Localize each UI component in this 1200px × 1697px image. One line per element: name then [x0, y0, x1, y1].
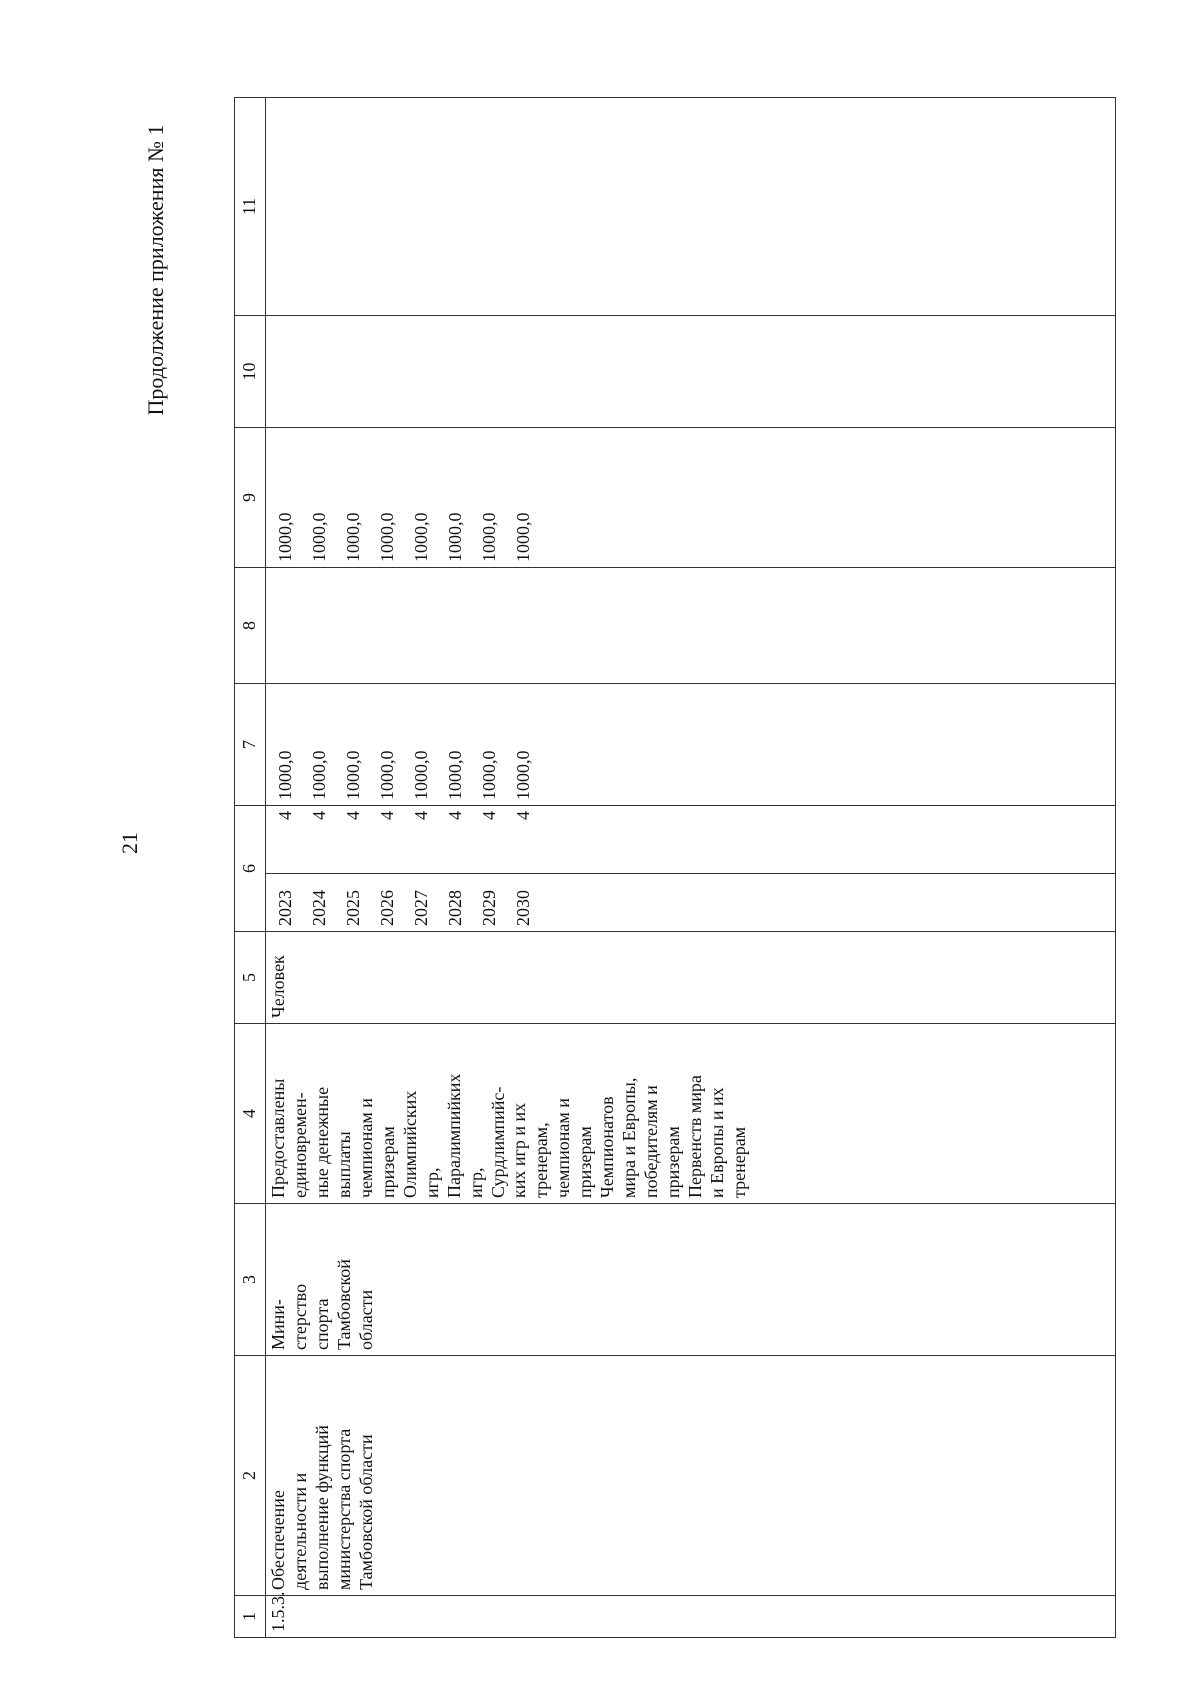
- row-result-line: победителям и: [641, 1085, 662, 1198]
- row-result-line: единовремен-: [289, 1092, 310, 1198]
- value6-cell: 4: [445, 811, 465, 820]
- row-executor-line: спорта: [311, 1298, 332, 1350]
- value9-cell: 1000,0: [479, 512, 499, 562]
- value6-cell: 4: [513, 811, 533, 820]
- year-cell: 2029: [479, 890, 499, 926]
- value7-cell: 1000,0: [411, 750, 431, 800]
- year-cell: 2023: [275, 890, 295, 926]
- row-executor-line: Тамбовской: [333, 1259, 354, 1350]
- row-executor: [266, 1204, 1116, 1356]
- value6-cell: 4: [479, 811, 499, 820]
- row-result-line: тренерам: [729, 1126, 750, 1198]
- row-result-line: Сурдлимпийс-: [487, 1086, 508, 1198]
- row-values-10: [266, 316, 1116, 428]
- value9-cell: 1000,0: [513, 512, 533, 562]
- header-col-7: 7: [235, 684, 266, 806]
- value7-cell: 1000,0: [343, 750, 363, 800]
- header-col-5: 5: [235, 932, 266, 1024]
- row-years: [266, 874, 1116, 932]
- row-values-6: [266, 806, 1116, 874]
- row-result-line: Олимпийских: [399, 1090, 420, 1198]
- row-name-line: деятельности и: [289, 1472, 310, 1590]
- value9-cell: 1000,0: [309, 512, 329, 562]
- row-result-line: игр,: [421, 1167, 442, 1198]
- header-col-6: 6: [235, 806, 266, 932]
- value7-cell: 1000,0: [275, 750, 295, 800]
- header-col-10: 10: [235, 316, 266, 428]
- row-result-line: призерам: [663, 1126, 684, 1198]
- row-result-line: игр,: [465, 1167, 486, 1198]
- row-code: 1.5.3.: [266, 1596, 1116, 1638]
- row-name-line: Тамбовской области: [355, 1434, 376, 1590]
- program-table: [234, 97, 1116, 1638]
- row-result-line: мира и Европы,: [619, 1077, 640, 1198]
- value6-cell: 4: [275, 811, 295, 820]
- table-row: [266, 98, 1116, 1638]
- row-executor-line: стерство: [289, 1283, 310, 1350]
- row-name-line: выполнение функций: [311, 1425, 332, 1590]
- header-col-3: 3: [235, 1204, 266, 1356]
- header-col-8: 8: [235, 568, 266, 684]
- header-col-1: 1: [235, 1596, 266, 1638]
- value6-cell: 4: [309, 811, 329, 820]
- value7-cell: 1000,0: [513, 750, 533, 800]
- row-result-line: ких игр и их: [509, 1102, 530, 1198]
- row-executor-line: Мини-: [268, 1299, 288, 1350]
- year-cell: 2025: [343, 890, 363, 926]
- value6-cell: 4: [377, 811, 397, 820]
- value6-cell: 4: [343, 811, 363, 820]
- continuation-label: Продолжение приложения № 1: [143, 124, 168, 416]
- value7-cell: 1000,0: [377, 750, 397, 800]
- row-name-line: Обеспечение: [268, 1490, 288, 1590]
- year-cell: 2028: [445, 890, 465, 926]
- value9-cell: 1000,0: [343, 512, 363, 562]
- year-cell: 2024: [309, 890, 329, 926]
- value7-cell: 1000,0: [445, 750, 465, 800]
- row-values-9: [266, 428, 1116, 568]
- value9-cell: 1000,0: [445, 512, 465, 562]
- value7-cell: 1000,0: [309, 750, 329, 800]
- row-result-line: Паралимпийких: [443, 1073, 464, 1198]
- value9-cell: 1000,0: [411, 512, 431, 562]
- year-cell: 2030: [513, 890, 533, 926]
- row-result-line: Предоставлены: [268, 1078, 288, 1198]
- value9-cell: 1000,0: [377, 512, 397, 562]
- row-result-line: выплаты: [333, 1131, 354, 1198]
- year-cell: 2026: [377, 890, 397, 926]
- header-row: [235, 98, 266, 1638]
- row-result-line: Первенств мира: [685, 1075, 706, 1198]
- row-values-7: [266, 684, 1116, 806]
- row-result: [266, 1024, 1116, 1204]
- header-col-9: 9: [235, 428, 266, 568]
- header-col-4: 4: [235, 1024, 266, 1204]
- value7-cell: 1000,0: [479, 750, 499, 800]
- row-unit: Человек: [266, 932, 1116, 1024]
- row-executor-line: области: [355, 1289, 376, 1350]
- value9-cell: 1000,0: [275, 512, 295, 562]
- row-result-line: и Европы и их: [707, 1087, 728, 1198]
- row-result-line: ные денежные: [311, 1086, 332, 1198]
- rotated-table-container: [234, 98, 1116, 1638]
- header-col-11: 11: [235, 98, 266, 316]
- row-result-line: Чемпионатов: [597, 1096, 618, 1198]
- page-number: 21: [117, 832, 142, 854]
- row-values-11: [266, 98, 1116, 316]
- year-cell: 2027: [411, 890, 431, 926]
- row-result-line: чемпионам и: [355, 1098, 376, 1198]
- row-name-line: министерства спорта: [333, 1428, 354, 1590]
- row-result-line: тренерам,: [531, 1122, 552, 1198]
- value6-cell: 4: [411, 811, 431, 820]
- row-name: [266, 1356, 1116, 1596]
- row-values-8: [266, 568, 1116, 684]
- row-result-line: призерам: [575, 1126, 596, 1198]
- row-result-line: чемпионам и: [553, 1098, 574, 1198]
- header-col-2: 2: [235, 1356, 266, 1596]
- row-result-line: призерам: [377, 1126, 398, 1198]
